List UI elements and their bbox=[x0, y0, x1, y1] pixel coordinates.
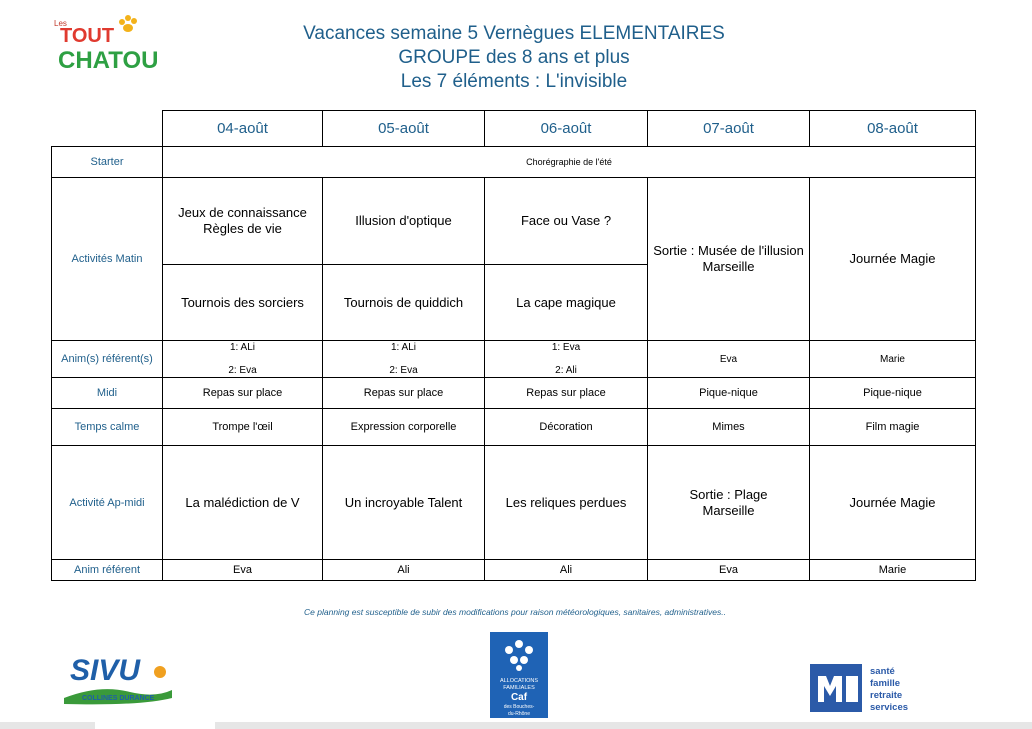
title-line-3: Les 7 éléments : L'invisible bbox=[400, 71, 628, 92]
midi-cell: Repas sur place bbox=[485, 378, 648, 409]
midi-cell: Pique-nique bbox=[810, 378, 976, 409]
calme-cell: Trompe l'œil bbox=[163, 409, 323, 446]
tout-chatou-logo bbox=[52, 12, 162, 74]
activity-cell: Jeux de connaissance Règles de vie bbox=[163, 178, 323, 265]
row-label-matin: Activités Matin bbox=[52, 178, 163, 341]
anims-row bbox=[52, 341, 976, 378]
footer-note: Ce planning est susceptible de subir des modifications pour raison météorologiques, sanitaires, administratives.. bbox=[304, 607, 726, 617]
day-header: 08-août bbox=[810, 111, 976, 147]
starter-cell: Chorégraphie de l'été bbox=[163, 147, 976, 178]
apmidi-cell: Les reliques perdues bbox=[485, 446, 648, 560]
svg-text:santé: santé bbox=[870, 666, 895, 677]
animref-cell: Ali bbox=[485, 560, 648, 581]
animref-cell: Marie bbox=[810, 560, 976, 581]
svg-text:FAMILIALES: FAMILIALES bbox=[503, 685, 535, 691]
anim-cell: 1: ALi 2: Eva bbox=[163, 341, 323, 378]
anim-cell: Eva bbox=[648, 341, 810, 378]
activity-cell: Tournois de quiddich bbox=[323, 265, 485, 341]
row-label-apmidi: Activité Ap-midi bbox=[52, 446, 163, 560]
activity-cell: Face ou Vase ? bbox=[485, 178, 648, 265]
row-label-anims: Anim(s) référent(s) bbox=[52, 341, 163, 378]
midi-cell: Repas sur place bbox=[323, 378, 485, 409]
svg-text:COLLINES DURANCE: COLLINES DURANCE bbox=[82, 695, 155, 702]
row-label-animref: Anim référent bbox=[52, 560, 163, 581]
activity-cell: Sortie : Musée de l'illusion Marseille bbox=[648, 178, 810, 341]
day-header: 05-août bbox=[323, 111, 485, 147]
row-label-midi: Midi bbox=[52, 378, 163, 409]
anim-cell: 1: ALi 2: Eva bbox=[323, 341, 485, 378]
calme-cell: Expression corporelle bbox=[323, 409, 485, 446]
title-line-2: GROUPE des 8 ans et plus bbox=[398, 47, 630, 68]
svg-text:famille: famille bbox=[870, 678, 901, 689]
animref-cell: Ali bbox=[323, 560, 485, 581]
activity-cell: Journée Magie bbox=[810, 178, 976, 341]
svg-text:du-Rhône: du-Rhône bbox=[508, 711, 530, 717]
svg-text:TOUT: TOUT bbox=[60, 25, 115, 47]
row-label-starter: Starter bbox=[52, 147, 163, 178]
svg-text:SIVU: SIVU bbox=[70, 654, 141, 687]
starter-row bbox=[52, 147, 976, 178]
planning-table bbox=[51, 110, 976, 581]
anim-cell: 1: Eva 2: Ali bbox=[485, 341, 648, 378]
animref-row bbox=[52, 560, 976, 581]
apmidi-cell: Journée Magie bbox=[810, 446, 976, 560]
calme-row bbox=[52, 409, 976, 446]
svg-text:Caf: Caf bbox=[510, 692, 528, 703]
midi-cell: Repas sur place bbox=[163, 378, 323, 409]
svg-text:ALLOCATIONS: ALLOCATIONS bbox=[499, 678, 539, 684]
calme-cell: Film magie bbox=[810, 409, 976, 446]
caf-logo bbox=[490, 632, 548, 718]
animref-cell: Eva bbox=[648, 560, 810, 581]
apmidi-cell: Un incroyable Talent bbox=[323, 446, 485, 560]
bottom-tab-bar-right bbox=[215, 722, 1032, 729]
svg-text:des Bouches-: des Bouches- bbox=[503, 704, 535, 710]
title-line-1: Vacances semaine 5 Vernègues ELEMENTAIRES bbox=[303, 23, 725, 44]
svg-text:retraite: retraite bbox=[870, 690, 903, 701]
midi-row bbox=[52, 378, 976, 409]
calme-cell: Décoration bbox=[485, 409, 648, 446]
sivu-logo bbox=[60, 648, 176, 710]
matin-row-top bbox=[52, 178, 976, 265]
apmidi-cell: Sortie : Plage Marseille bbox=[648, 446, 810, 560]
activity-cell: Tournois des sorciers bbox=[163, 265, 323, 341]
animref-cell: Eva bbox=[163, 560, 323, 581]
calme-cell: Mimes bbox=[648, 409, 810, 446]
msa-logo bbox=[808, 662, 920, 714]
corner-cell bbox=[52, 111, 163, 147]
day-header: 04-août bbox=[163, 111, 323, 147]
svg-text:CHATOU: CHATOU bbox=[58, 47, 159, 74]
anim-cell: Marie bbox=[810, 341, 976, 378]
page-header bbox=[200, 22, 828, 94]
activity-cell: Illusion d'optique bbox=[323, 178, 485, 265]
apmidi-row bbox=[52, 446, 976, 560]
days-row bbox=[52, 111, 976, 147]
svg-text:services: services bbox=[870, 702, 909, 713]
svg-text:Les: Les bbox=[54, 19, 67, 28]
activity-cell: La cape magique bbox=[485, 265, 648, 341]
midi-cell: Pique-nique bbox=[648, 378, 810, 409]
day-header: 06-août bbox=[485, 111, 648, 147]
row-label-calme: Temps calme bbox=[52, 409, 163, 446]
apmidi-cell: La malédiction de V bbox=[163, 446, 323, 560]
day-header: 07-août bbox=[648, 111, 810, 147]
bottom-tab-bar-left bbox=[0, 722, 95, 729]
